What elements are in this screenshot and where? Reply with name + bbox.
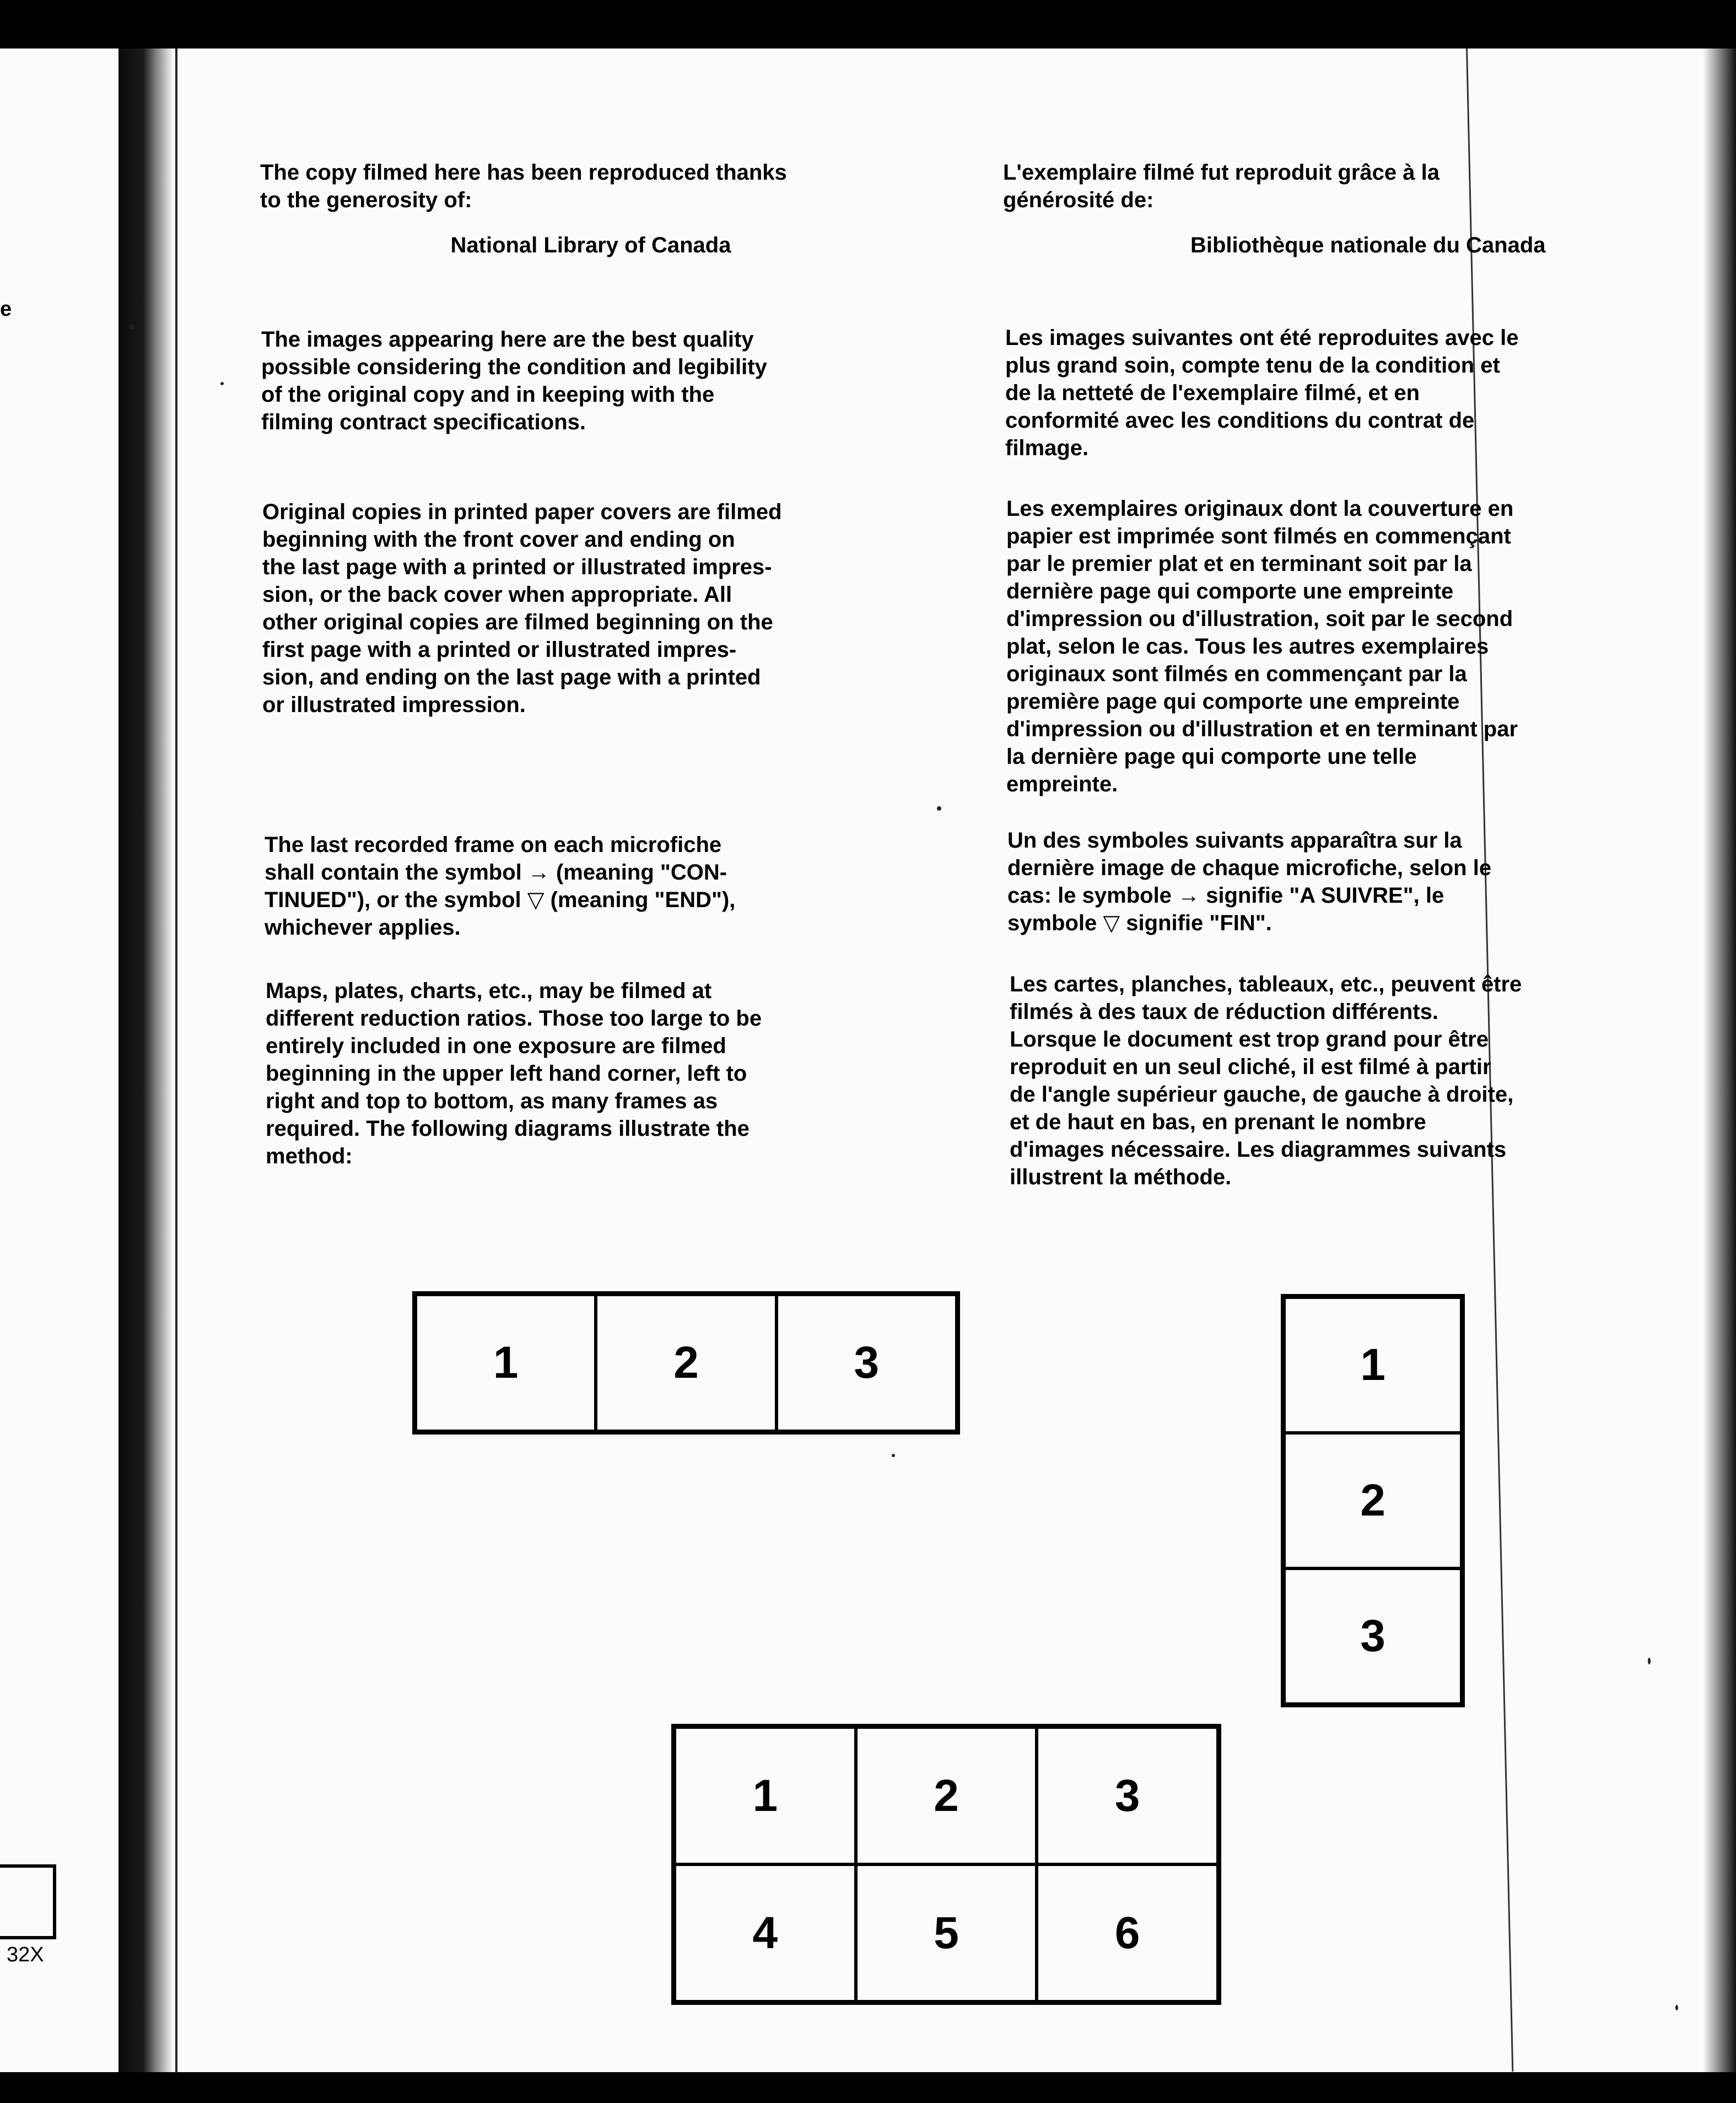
scan-speck	[892, 1454, 895, 1457]
english-image-quality: The images appearing here are the best quality possible considering the condition and legibility of the original copy and in keeping with the filming contract specifications.	[261, 327, 767, 434]
english-library-name: National Library of Canada	[450, 233, 731, 257]
binding-shadow	[118, 48, 174, 2072]
scan-speck	[220, 382, 224, 385]
reduction-target-box	[0, 1864, 56, 1939]
diagram-vertical-frames	[1281, 1294, 1465, 1707]
french-image-quality: Les images suivantes ont été reproduites avec le plus grand soin, compte tenu de la condition et de la netteté de l'exemplaire filmé, et en conformité avec les conditions du contrat de filmage.	[1005, 326, 1519, 460]
frame-cell: 1	[1284, 1297, 1462, 1433]
page-right-edge	[1703, 48, 1736, 2072]
frame-cell: 2	[596, 1295, 776, 1431]
english-maps-plates: Maps, plates, charts, etc., may be filmed at different reduction ratios. Those too large to be entirely included in one exposure are filmed beginning in the upper left hand corner, left to right and top to bottom, as many frames as required. The following diagrams illustrate the method:	[266, 979, 762, 1168]
scan-speck	[130, 324, 134, 330]
english-symbols: The last recorded frame on each microfiche shall contain the symbol → (meaning "CON- TINUED"), or the symbol ▽ (meaning "END"), whichever applies.	[265, 833, 736, 940]
reduction-ratio-label: 32X	[7, 1943, 44, 1966]
gutter-line	[175, 48, 177, 2072]
scan-speck	[1648, 1658, 1651, 1664]
scan-speck	[1675, 2005, 1678, 2010]
french-symbols: Un des symboles suivants apparaîtra sur la dernière image de chaque microfiche, selon le cas: le symbole → signifie "A SUIVRE", le symbole ▽ signifie "FIN".	[1007, 828, 1492, 935]
french-original-copies: Les exemplaires originaux dont la couverture en papier est imprimée sont filmés en commençant par le premier plat et en terminant soit par la dernière page qui comporte une empreinte d'impression ou d'illustration, soit par le second plat, selon le cas. Tous les autres exemplaires originaux sont filmés en commençant par la première page qui comporte une empreinte d'impression ou d'illustration et en terminant par la dernière page qui comporte une telle empreinte.	[1006, 497, 1518, 796]
scan-speck	[937, 806, 941, 811]
diagram-grid-frames	[671, 1724, 1221, 2005]
left-margin-fragment: e	[0, 298, 12, 321]
english-original-copies: Original copies in printed paper covers are filmed beginning with the front cover and ending on the last page with a printed or illustrated impres- sion, or the back cover when appropriate. All other original copies are filmed beginning on the first page with a printed or illustrated impres- sion, and ending on the last page with a printed or illustrated impression.	[262, 500, 782, 717]
frame-cell: 3	[777, 1295, 957, 1431]
frame-cell: 5	[856, 1864, 1037, 2002]
french-library-name: Bibliothèque nationale du Canada	[1190, 233, 1546, 257]
frame-cell: 6	[1037, 1864, 1218, 2002]
frame-cell: 4	[675, 1864, 856, 2002]
frame-cell: 2	[1284, 1433, 1462, 1568]
diagram-horizontal-frames	[412, 1291, 960, 1435]
frame-cell: 3	[1037, 1727, 1218, 1864]
french-maps-plates: Les cartes, planches, tableaux, etc., peuvent être filmés à des taux de réduction différents. Lorsque le document est trop grand pour être reproduit en un seul cliché, il est filmé à partir de l'angle supérieur gauche, de gauche à droite, et de haut en bas, en prenant le nombre d'images nécessaire. Les diagrammes suivants illustrent la méthode.	[1010, 972, 1522, 1189]
frame-cell: 1	[416, 1295, 596, 1431]
frame-cell: 2	[856, 1727, 1037, 1864]
frame-cell: 3	[1284, 1568, 1462, 1704]
french-acknowledgement: L'exemplaire filmé fut reproduit grâce à la générosité de:	[1003, 160, 1440, 212]
scanned-page	[0, 48, 1736, 2072]
frame-cell: 1	[675, 1727, 856, 1864]
english-acknowledgement: The copy filmed here has been reproduced thanks to the generosity of:	[260, 160, 787, 212]
